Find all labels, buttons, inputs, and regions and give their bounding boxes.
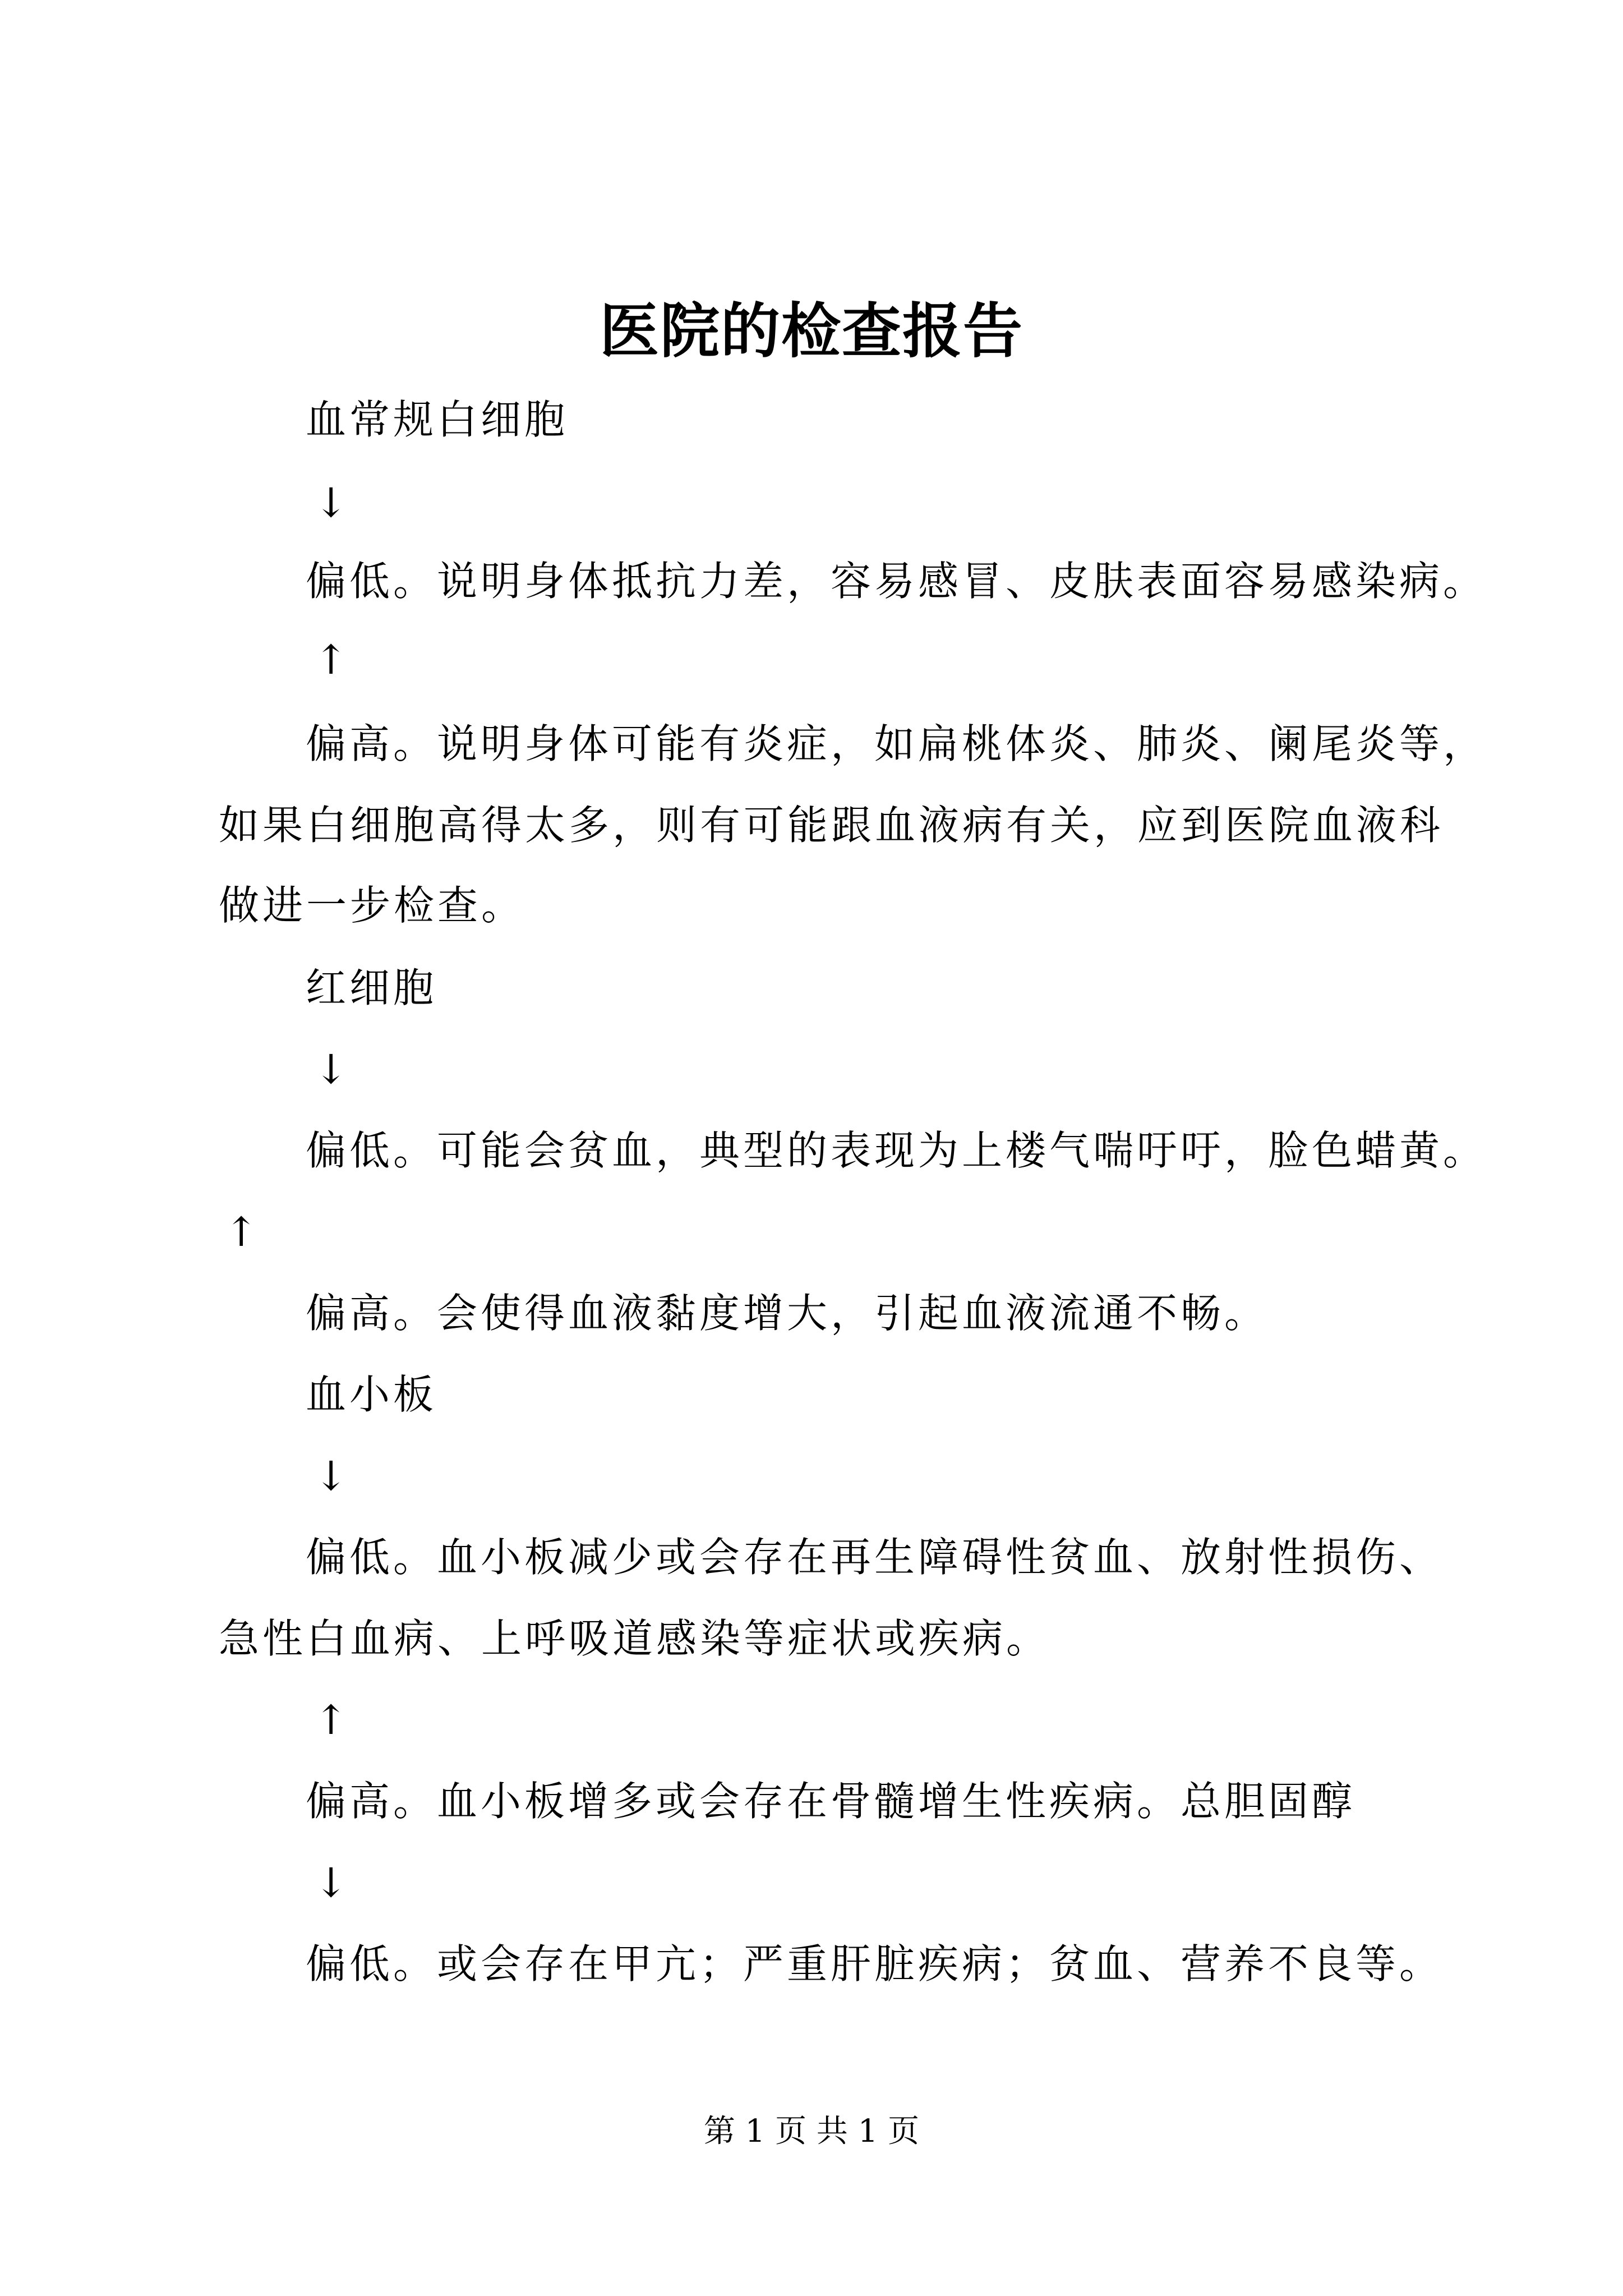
arrow-up-icon: ↑ [314,1696,348,1743]
arrow-down-icon: ↓ [314,1046,348,1093]
rbc-high-text: 偏高。会使得血液黏度增大，引起血液流通不畅。 [306,1290,1269,1337]
arrow-down-icon: ↓ [314,1452,348,1499]
arrow-up-icon: ↑ [224,1208,259,1255]
rbc-low-text: 偏低。可能会贫血，典型的表现为上楼气喘吁吁，脸色蜡黄。 [306,1127,1487,1174]
wbc-high-text-line-1: 偏高。说明身体可能有炎症，如扁桃体炎、肺炎、阑尾炎等， [306,720,1487,767]
arrow-down-icon: ↓ [314,1859,348,1906]
arrow-down-icon: ↓ [314,479,348,526]
plt-heading: 血小板 [306,1371,437,1418]
wbc-high-text-line-2: 如果白细胞高得太多，则有可能跟血液病有关，应到医院血液科 [219,802,1444,849]
plt-low-text-line-1: 偏低。血小板减少或会存在再生障碍性贫血、放射性损伤、 [306,1534,1444,1581]
rbc-heading: 红细胞 [306,964,437,1011]
wbc-heading: 血常规白细胞 [306,396,569,443]
document-title: 医院的检查报告 [600,296,1023,366]
page-footer: 第 1 页 共 1 页 [703,2113,920,2150]
plt-low-text-line-2: 急性白血病、上呼吸道感染等症状或疾病。 [219,1615,1050,1662]
wbc-high-text-line-3: 做进一步检查。 [219,882,525,929]
plt-high-text: 偏高。血小板增多或会存在骨髓增生性疾病。总胆固醇 [306,1778,1356,1825]
arrow-up-icon: ↑ [314,636,348,683]
wbc-low-text: 偏低。说明身体抵抗力差，容易感冒、皮肤表面容易感染病。 [306,558,1487,605]
cholesterol-low-text: 偏低。或会存在甲亢；严重肝脏疾病；贫血、营养不良等。 [306,1940,1444,1987]
